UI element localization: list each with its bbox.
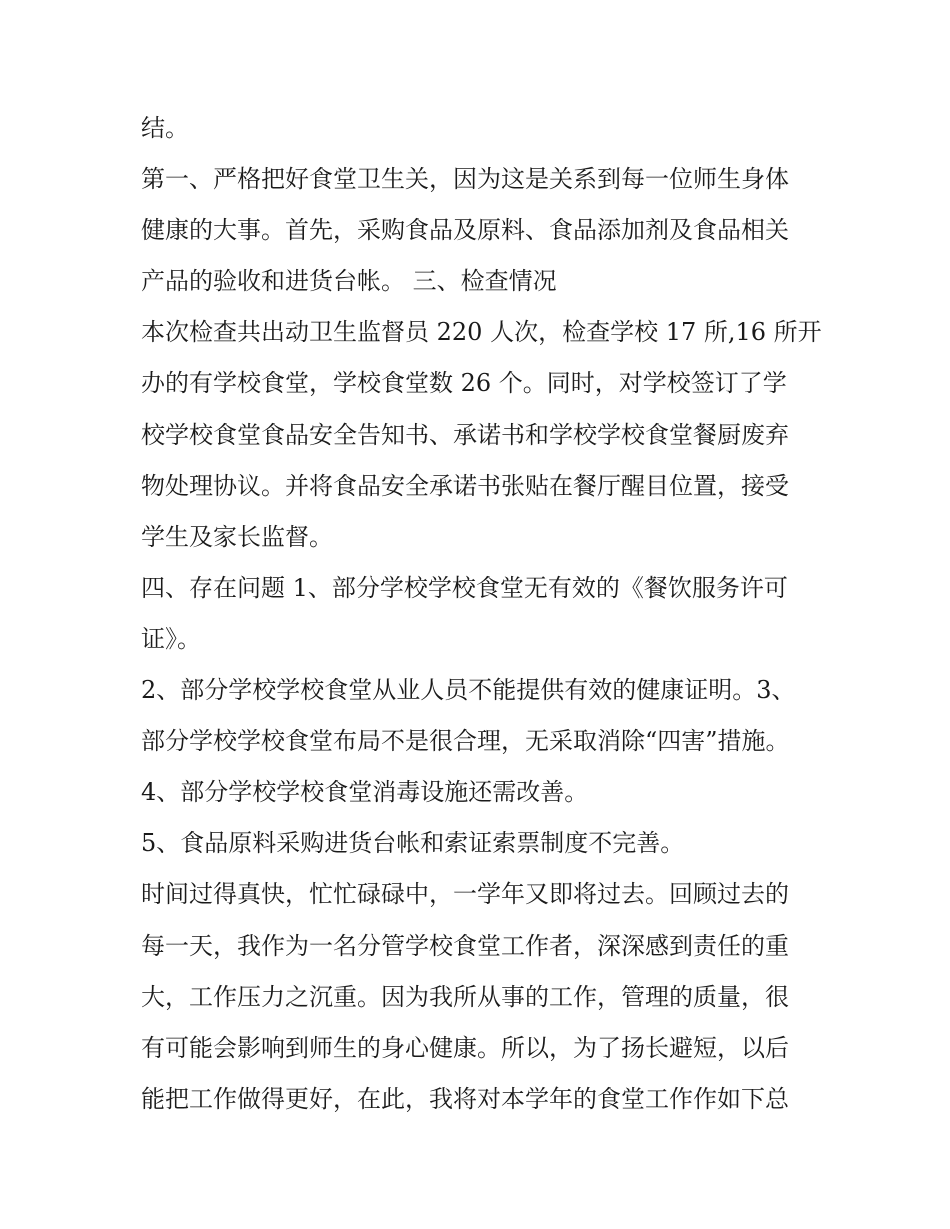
- text-line: 办的有学校食堂，学校食堂数 26 个。同时，对学校签订了学: [141, 369, 787, 398]
- text-line: 结。: [141, 114, 189, 142]
- text-line: 能把工作做得更好，在此，我将对本学年的食堂工作作如下总: [141, 1084, 789, 1113]
- text-line: 每一天，我作为一名分管学校食堂工作者，深深感到责任的重: [141, 931, 789, 960]
- text-line: 学生及家长监督。: [141, 522, 333, 551]
- text-line: 5、食品原料采购进货台帐和索证索票制度不完善。: [141, 829, 685, 858]
- text-line: 有可能会影响到师生的身心健康。所以，为了扬长避短，以后: [141, 1033, 789, 1062]
- text-line: 第一、严格把好食堂卫生关，因为这是关系到每一位师生身体: [141, 165, 789, 194]
- text-line: 时间过得真快，忙忙碌碌中，一学年又即将过去。回顾过去的: [141, 880, 789, 909]
- text-line: 证》。: [141, 624, 201, 653]
- document-body: [141, 103, 821, 1125]
- text-line: 本次检查共出动卫生监督员 220 人次，检查学校 17 所,16 所开: [141, 318, 822, 347]
- text-line: 校学校食堂食品安全告知书、承诺书和学校学校食堂餐厨废弃: [141, 420, 789, 449]
- text-line: 健康的大事。首先，采购食品及原料、食品添加剂及食品相关: [141, 216, 789, 245]
- text-line: 2、部分学校学校食堂从业人员不能提供有效的健康证明。3、: [141, 676, 796, 705]
- text-line: 四、存在问题 1、部分学校学校食堂无有效的《餐饮服务许可: [141, 573, 788, 602]
- text-line: 产品的验收和进货台帐。 三、检查情况: [141, 267, 557, 296]
- text-line: 大，工作压力之沉重。因为我所从事的工作，管理的质量，很: [141, 982, 789, 1011]
- text-line: 4、部分学校学校食堂消毒设施还需改善。: [141, 778, 589, 807]
- text-line: 物处理协议。并将食品安全承诺书张贴在餐厅醒目位置，接受: [141, 471, 789, 500]
- text-line: 部分学校学校食堂布局不是很合理，无采取消除“四害”措施。: [141, 727, 790, 756]
